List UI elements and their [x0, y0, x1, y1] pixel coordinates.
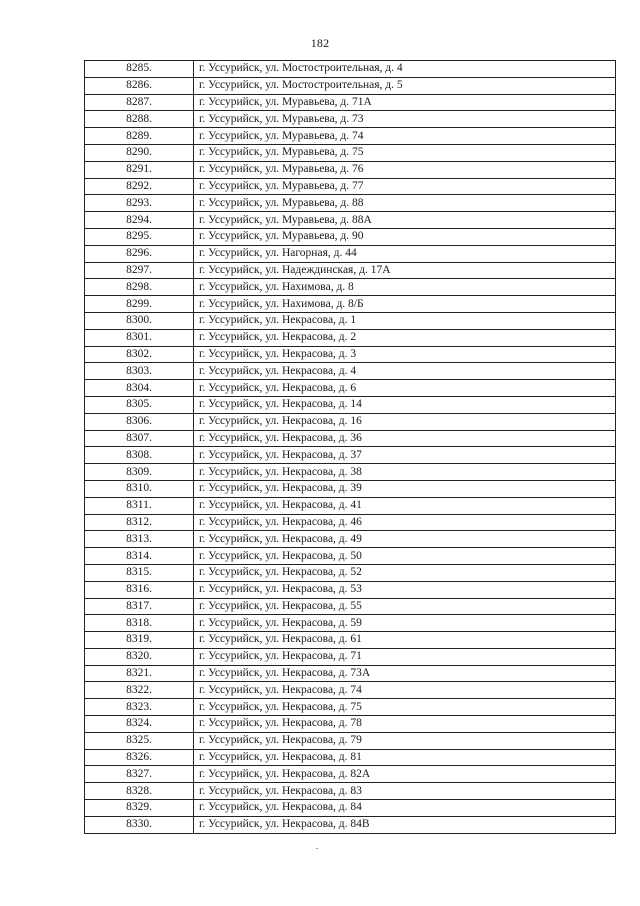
table-row: [85, 581, 616, 598]
table-row: [85, 464, 616, 481]
row-address: г. Уссурийск, ул. Нахимова, д. 8/Б: [194, 296, 616, 313]
row-number: 8313.: [85, 531, 194, 548]
row-number: 8323.: [85, 699, 194, 716]
table-row: [85, 61, 616, 78]
table-row: [85, 111, 616, 128]
address-table-body: [85, 61, 616, 834]
row-address: г. Уссурийск, ул. Некрасова, д. 3: [194, 346, 616, 363]
row-number: 8296.: [85, 245, 194, 262]
row-address: г. Уссурийск, ул. Некрасова, д. 50: [194, 548, 616, 565]
table-row: [85, 245, 616, 262]
row-number: 8309.: [85, 464, 194, 481]
row-number: 8330.: [85, 816, 194, 833]
row-address: г. Уссурийск, ул. Некрасова, д. 79: [194, 732, 616, 749]
row-address: г. Уссурийск, ул. Некрасова, д. 41: [194, 497, 616, 514]
row-number: 8325.: [85, 732, 194, 749]
row-number: 8311.: [85, 497, 194, 514]
row-number: 8298.: [85, 279, 194, 296]
table-row: [85, 648, 616, 665]
row-address: г. Уссурийск, ул. Надеждинская, д. 17А: [194, 262, 616, 279]
row-address: г. Уссурийск, ул. Некрасова, д. 61: [194, 632, 616, 649]
row-address: г. Уссурийск, ул. Некрасова, д. 38: [194, 464, 616, 481]
table-row: [85, 749, 616, 766]
row-number: 8288.: [85, 111, 194, 128]
table-row: [85, 195, 616, 212]
row-address: г. Уссурийск, ул. Некрасова, д. 82А: [194, 766, 616, 783]
row-number: 8300.: [85, 312, 194, 329]
row-address: г. Уссурийск, ул. Муравьева, д. 88: [194, 195, 616, 212]
row-address: г. Уссурийск, ул. Муравьева, д. 77: [194, 178, 616, 195]
row-number: 8295.: [85, 228, 194, 245]
table-row: [85, 329, 616, 346]
row-address: г. Уссурийск, ул. Некрасова, д. 52: [194, 564, 616, 581]
row-number: 8328.: [85, 783, 194, 800]
row-address: г. Уссурийск, ул. Муравьева, д. 76: [194, 161, 616, 178]
row-address: г. Уссурийск, ул. Муравьева, д. 71А: [194, 94, 616, 111]
row-number: 8297.: [85, 262, 194, 279]
row-number: 8291.: [85, 161, 194, 178]
table-row: [85, 312, 616, 329]
row-number: 8290.: [85, 144, 194, 161]
row-number: 8310.: [85, 480, 194, 497]
row-number: 8303.: [85, 363, 194, 380]
row-address: г. Уссурийск, ул. Некрасова, д. 1: [194, 312, 616, 329]
row-address: г. Уссурийск, ул. Мостостроительная, д. 4: [194, 61, 616, 78]
table-row: [85, 699, 616, 716]
page-number: 182: [310, 36, 330, 50]
row-address: г. Уссурийск, ул. Некрасова, д. 74: [194, 682, 616, 699]
row-number: 8322.: [85, 682, 194, 699]
row-number: 8324.: [85, 716, 194, 733]
row-address: г. Уссурийск, ул. Мостостроительная, д. 5: [194, 77, 616, 94]
table-row: [85, 178, 616, 195]
table-row: [85, 783, 616, 800]
row-address: г. Уссурийск, ул. Некрасова, д. 6: [194, 380, 616, 397]
table-row: [85, 228, 616, 245]
table-row: [85, 732, 616, 749]
table-row: [85, 531, 616, 548]
row-address: г. Уссурийск, ул. Некрасова, д. 59: [194, 615, 616, 632]
row-number: 8321.: [85, 665, 194, 682]
row-address: г. Уссурийск, ул. Муравьева, д. 73: [194, 111, 616, 128]
table-row: [85, 212, 616, 229]
table-row: [85, 396, 616, 413]
row-number: 8301.: [85, 329, 194, 346]
table-row: [85, 665, 616, 682]
table-row: [85, 94, 616, 111]
table-row: [85, 430, 616, 447]
table-row: [85, 514, 616, 531]
row-number: 8308.: [85, 447, 194, 464]
row-number: 8289.: [85, 128, 194, 145]
row-address: г. Уссурийск, ул. Нагорная, д. 44: [194, 245, 616, 262]
table-row: [85, 598, 616, 615]
row-address: г. Уссурийск, ул. Некрасова, д. 46: [194, 514, 616, 531]
table-row: [85, 615, 616, 632]
row-address: г. Уссурийск, ул. Некрасова, д. 55: [194, 598, 616, 615]
address-table: [84, 60, 616, 834]
row-number: 8302.: [85, 346, 194, 363]
table-row: [85, 413, 616, 430]
row-number: 8319.: [85, 632, 194, 649]
row-number: 8307.: [85, 430, 194, 447]
row-address: г. Уссурийск, ул. Некрасова, д. 4: [194, 363, 616, 380]
table-row: [85, 766, 616, 783]
table-row: [85, 716, 616, 733]
table-row: [85, 128, 616, 145]
table-row: [85, 161, 616, 178]
row-number: 8294.: [85, 212, 194, 229]
row-address: г. Уссурийск, ул. Некрасова, д. 83: [194, 783, 616, 800]
row-number: 8326.: [85, 749, 194, 766]
row-number: 8304.: [85, 380, 194, 397]
table-row: [85, 77, 616, 94]
table-row: [85, 380, 616, 397]
row-address: г. Уссурийск, ул. Некрасова, д. 16: [194, 413, 616, 430]
row-address: г. Уссурийск, ул. Некрасова, д. 36: [194, 430, 616, 447]
row-address: г. Уссурийск, ул. Муравьева, д. 74: [194, 128, 616, 145]
row-number: 8306.: [85, 413, 194, 430]
table-row: [85, 548, 616, 565]
row-number: 8314.: [85, 548, 194, 565]
row-address: г. Уссурийск, ул. Некрасова, д. 71: [194, 648, 616, 665]
row-address: г. Уссурийск, ул. Некрасова, д. 53: [194, 581, 616, 598]
row-number: 8317.: [85, 598, 194, 615]
row-address: г. Уссурийск, ул. Муравьева, д. 75: [194, 144, 616, 161]
row-address: г. Уссурийск, ул. Некрасова, д. 73А: [194, 665, 616, 682]
row-address: г. Уссурийск, ул. Некрасова, д. 37: [194, 447, 616, 464]
row-number: 8320.: [85, 648, 194, 665]
row-address: г. Уссурийск, ул. Муравьева, д. 88А: [194, 212, 616, 229]
row-address: г. Уссурийск, ул. Некрасова, д. 14: [194, 396, 616, 413]
row-address: г. Уссурийск, ул. Некрасова, д. 84: [194, 800, 616, 817]
row-number: 8305.: [85, 396, 194, 413]
row-number: 8292.: [85, 178, 194, 195]
row-number: 8286.: [85, 77, 194, 94]
table-row: [85, 144, 616, 161]
row-number: 8329.: [85, 800, 194, 817]
table-row: [85, 497, 616, 514]
row-address: г. Уссурийск, ул. Нахимова, д. 8: [194, 279, 616, 296]
row-address: г. Уссурийск, ул. Некрасова, д. 75: [194, 699, 616, 716]
table-row: [85, 296, 616, 313]
row-number: 8293.: [85, 195, 194, 212]
row-number: 8312.: [85, 514, 194, 531]
row-number: 8287.: [85, 94, 194, 111]
row-number: 8316.: [85, 581, 194, 598]
table-row: [85, 363, 616, 380]
table-row: [85, 262, 616, 279]
scan-speck: [316, 848, 318, 849]
row-number: 8327.: [85, 766, 194, 783]
table-row: [85, 816, 616, 833]
row-address: г. Уссурийск, ул. Некрасова, д. 78: [194, 716, 616, 733]
row-number: 8299.: [85, 296, 194, 313]
table-row: [85, 632, 616, 649]
row-address: г. Уссурийск, ул. Некрасова, д. 49: [194, 531, 616, 548]
row-number: 8315.: [85, 564, 194, 581]
row-address: г. Уссурийск, ул. Некрасова, д. 39: [194, 480, 616, 497]
row-address: г. Уссурийск, ул. Некрасова, д. 84В: [194, 816, 616, 833]
row-number: 8285.: [85, 61, 194, 78]
table-row: [85, 564, 616, 581]
row-address: г. Уссурийск, ул. Некрасова, д. 2: [194, 329, 616, 346]
table-row: [85, 480, 616, 497]
table-row: [85, 682, 616, 699]
table-row: [85, 800, 616, 817]
table-row: [85, 346, 616, 363]
row-address: г. Уссурийск, ул. Некрасова, д. 81: [194, 749, 616, 766]
table-row: [85, 447, 616, 464]
row-address: г. Уссурийск, ул. Муравьева, д. 90: [194, 228, 616, 245]
row-number: 8318.: [85, 615, 194, 632]
table-row: [85, 279, 616, 296]
